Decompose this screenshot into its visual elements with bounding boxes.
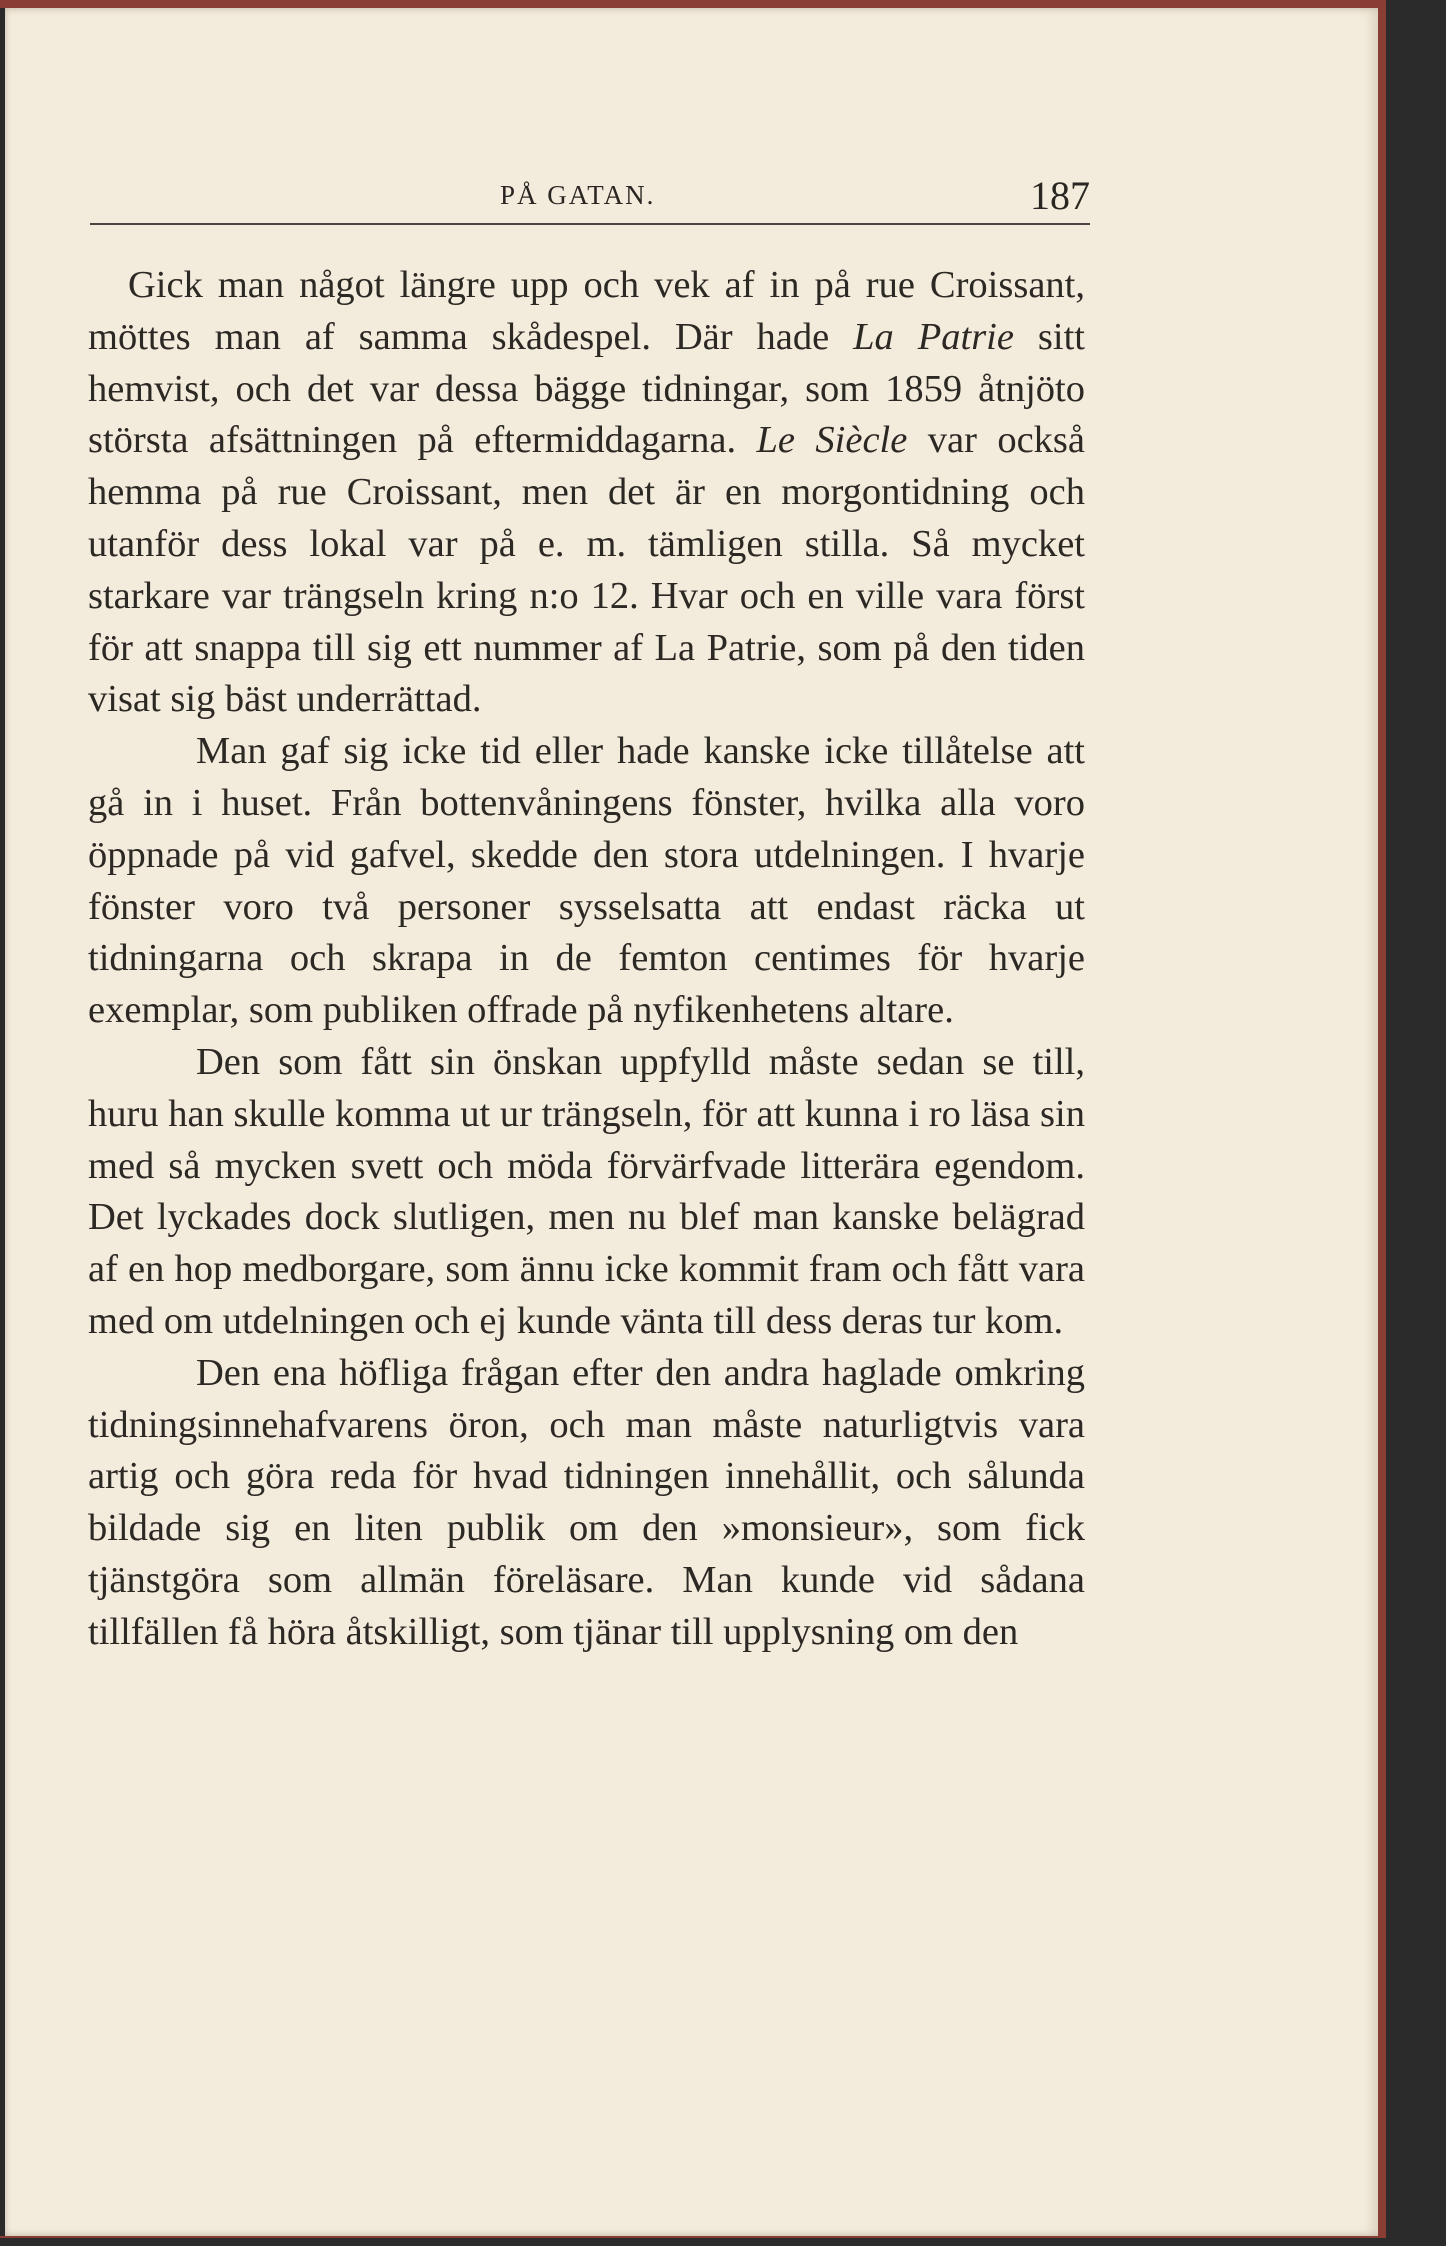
text-segment: Den som fått sin önskan uppfylld måste sedan se till, huru han skulle komma ut ur trängseln, för att kunna i ro läsa sin med så mycken svett och möda förvärfvade litterära egendom. Det lyckades dock slutligen, men nu blef man kanske belägrad af en hop medborgare, som ännu icke kommit fram och fått vara med om utdelningen och ej kunde vänta till dess deras tur kom. <box>88 1040 1085 1342</box>
text-segment: sitt hemvist, och det var dessa bägge tidningar, som 1859 åtnjöto största afsättningen på eftermiddagarna. <box>88 315 1085 462</box>
page-header <box>90 158 1090 228</box>
italic-title: Le Siècle <box>756 419 908 462</box>
paragraph <box>88 1348 1085 1659</box>
page-gutter <box>0 8 5 2236</box>
text-segment: Gick man något längre upp och vek af in på rue Croissant, möttes man af samma skådespel. Där hade <box>88 264 1085 358</box>
running-title: PÅ GATAN. <box>500 180 656 210</box>
text-segment: var också hemma på rue Croissant, men det är en morgontidning och utanför dess lokal var på e. m. tämligen stilla. Så mycket starkare var trängseln kring n:o 12. Hvar och en ville vara först för att snappa till sig ett nummer af La Patrie, som på den tiden visat sig bäst underrättad. <box>88 419 1085 721</box>
text-segment: Den ena höfliga frågan efter den andra haglade omkring tidningsinnehafvarens öron, och man måste naturligtvis vara artig och göra reda för hvad tidningen innehållit, och sålunda bildade sig en liten publik om den »monsieur», som fick tjänstgöra som allmän föreläsare. Man kunde vid sådana tillfällen få höra åtskilligt, som tjänar till upplysning om den <box>88 1351 1085 1653</box>
header-rule <box>90 223 1090 225</box>
paragraph <box>88 1037 1085 1348</box>
italic-title: La Patrie <box>853 315 1014 358</box>
text-segment: Man gaf sig icke tid eller hade kanske icke tillåtelse att gå in i huset. Från bottenvåningens fönster, hvilka alla voro öppnade på vid gafvel, skedde den stora utdelningen. I hvarje fönster voro två personer sysselsatta att endast räcka ut tidningarna och skrapa in de femton centimes för hvarje exemplar, som publiken offrade på nyfikenhetens altare. <box>88 730 1085 1032</box>
book-page <box>0 8 1378 2236</box>
body-text <box>88 260 1085 1659</box>
paragraph <box>88 260 1085 726</box>
page-number: 187 <box>1030 173 1090 218</box>
paragraph <box>88 726 1085 1037</box>
